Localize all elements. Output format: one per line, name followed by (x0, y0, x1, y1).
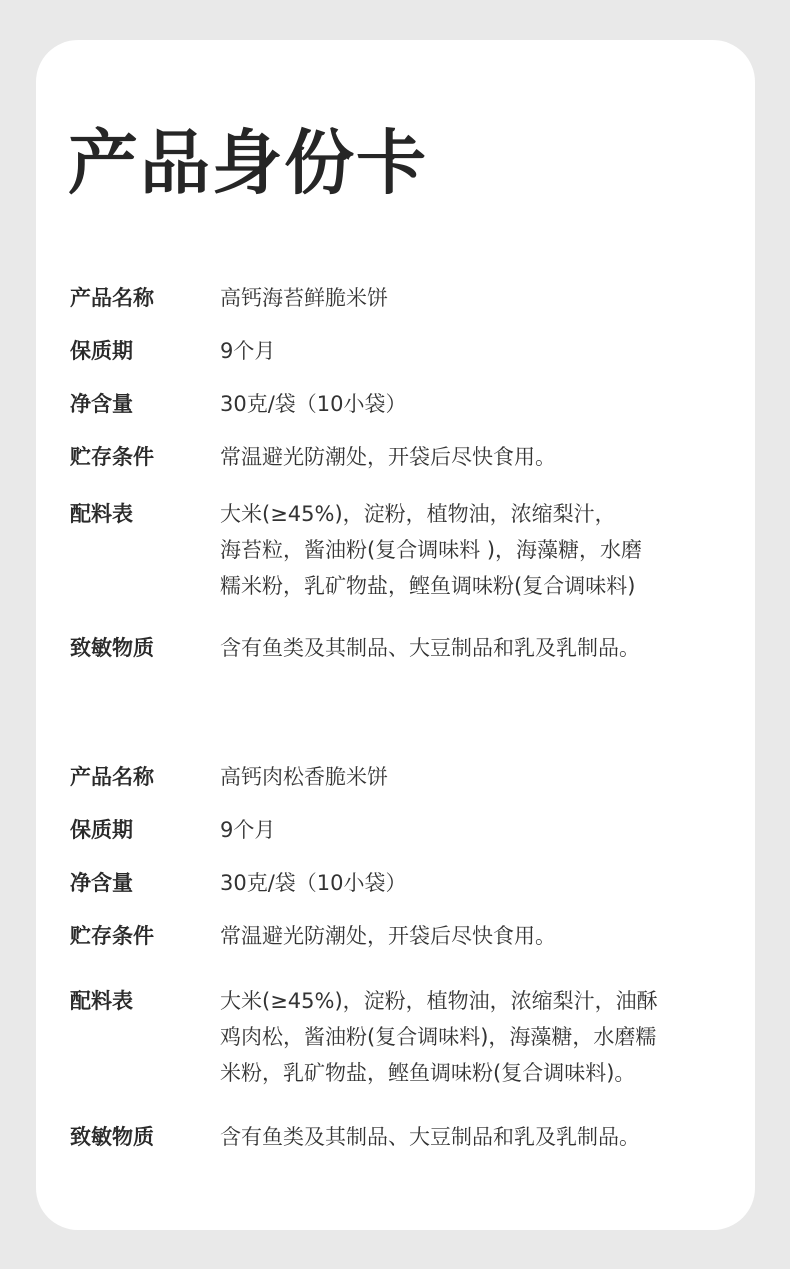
storage-label: 贮存条件 (70, 924, 154, 948)
product-name-value: 高钙肉松香脆米饼 (220, 765, 388, 789)
ingredients-label: 配料表 (70, 502, 133, 526)
shelf-life-label: 保质期 (70, 818, 133, 842)
allergen-label: 致敏物质 (70, 1125, 154, 1149)
shelf-life-label: 保质期 (70, 339, 133, 363)
allergen-label: 致敏物质 (70, 636, 154, 660)
allergen-value: 含有鱼类及其制品、大豆制品和乳及乳制品。 (220, 636, 640, 660)
allergen-value: 含有鱼类及其制品、大豆制品和乳及乳制品。 (220, 1125, 640, 1149)
ingredients-line: 糯米粉，乳矿物盐，鲣鱼调味粉(复合调味料) (220, 574, 636, 598)
storage-value: 常温避光防潮处，开袋后尽快食用。 (220, 924, 556, 948)
product-name-label: 产品名称 (70, 765, 154, 789)
product-name-value: 高钙海苔鲜脆米饼 (220, 286, 388, 310)
ingredients-line: 大米(≥45%)，淀粉，植物油，浓缩梨汁，油酥 (220, 989, 658, 1013)
ingredients-label: 配料表 (70, 989, 133, 1013)
ingredients-line: 米粉，乳矿物盐，鲣鱼调味粉(复合调味料)。 (220, 1061, 636, 1085)
shelf-life-value: 9个月 (220, 818, 276, 842)
product-name-label: 产品名称 (70, 286, 154, 310)
page-title: 产品身份卡 (68, 122, 428, 204)
ingredients-line: 鸡肉松，酱油粉(复合调味料)，海藻糖，水磨糯 (220, 1025, 657, 1049)
net-weight-label: 净含量 (70, 871, 133, 895)
ingredients-value (220, 983, 740, 1091)
shelf-life-value: 9个月 (220, 339, 276, 363)
storage-value: 常温避光防潮处，开袋后尽快食用。 (220, 445, 556, 469)
ingredients-line: 大米(≥45%)，淀粉，植物油，浓缩梨汁， (220, 502, 616, 526)
net-weight-value: 30克/袋（10小袋） (220, 392, 407, 416)
net-weight-label: 净含量 (70, 392, 133, 416)
net-weight-value: 30克/袋（10小袋） (220, 871, 407, 895)
ingredients-line: 海苔粒，酱油粉(复合调味料 )，海藻糖，水磨 (220, 538, 643, 562)
ingredients-value (220, 496, 740, 604)
storage-label: 贮存条件 (70, 445, 154, 469)
